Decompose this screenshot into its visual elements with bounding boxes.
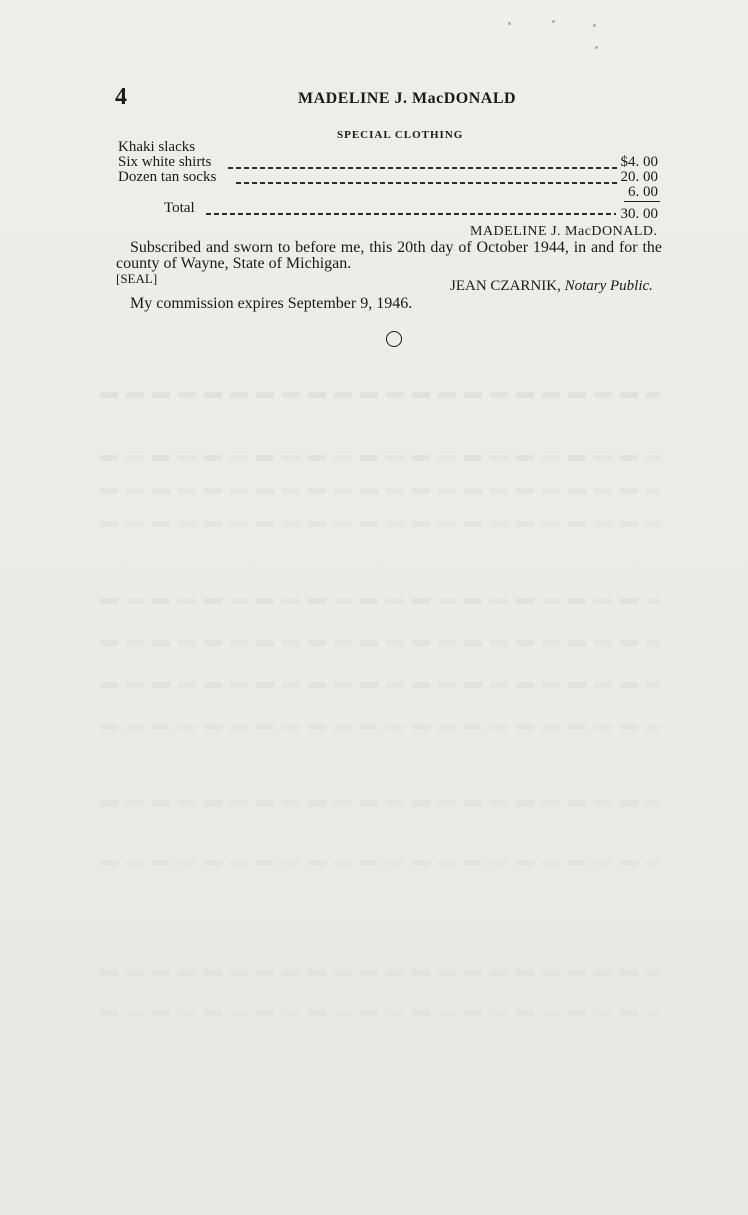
page-number: 4 <box>115 84 127 110</box>
bleed-through-line <box>100 488 660 494</box>
notary-name: JEAN CZARNIK, <box>450 278 561 294</box>
total-label: Total <box>164 200 195 216</box>
bleed-through-line <box>100 455 660 461</box>
bleed-through-line <box>100 724 660 730</box>
item-label: Dozen tan socks <box>118 169 217 185</box>
paper-speck <box>552 20 555 23</box>
total-amount-row <box>118 206 658 226</box>
total-rule <box>624 201 660 202</box>
paper-speck <box>595 46 598 49</box>
bleed-through-line <box>100 392 660 398</box>
total-amount: 30. 00 <box>620 206 658 222</box>
signer-name: MADELINE J. MacDONALD. <box>470 224 658 239</box>
bleed-through-line <box>100 598 660 604</box>
notary-title: Notary Public. <box>564 278 653 294</box>
bleed-through-line <box>100 860 660 866</box>
affidavit-paragraph: Subscribed and sworn to before me, this 20th day of October 1944, in and for the county of Wayne, State of Michigan. <box>116 239 662 272</box>
item-amount: $4. 00 <box>620 154 658 170</box>
paper-speck <box>508 22 511 25</box>
seal-label: [SEAL] <box>116 271 158 286</box>
bleed-through-line <box>100 970 660 976</box>
item-label: Khaki slacks <box>118 139 196 155</box>
bleed-through-line <box>100 521 660 527</box>
item-amount: 20. 00 <box>620 169 658 185</box>
section-heading: SPECIAL CLOTHING <box>337 129 464 141</box>
notary-signature <box>450 278 653 295</box>
running-head: MADELINE J. MacDONALD <box>298 90 517 107</box>
bleed-through-line <box>100 682 660 688</box>
item-amount: 6. 00 <box>628 184 658 200</box>
commission-expiry: My commission expires September 9, 1946. <box>130 295 413 312</box>
circle-mark <box>386 331 402 347</box>
bleed-through-line <box>100 1010 660 1016</box>
item-label: Six white shirts <box>118 154 212 170</box>
paper-speck <box>593 24 596 27</box>
bleed-through-line <box>100 800 660 806</box>
bleed-through-line <box>100 640 660 646</box>
